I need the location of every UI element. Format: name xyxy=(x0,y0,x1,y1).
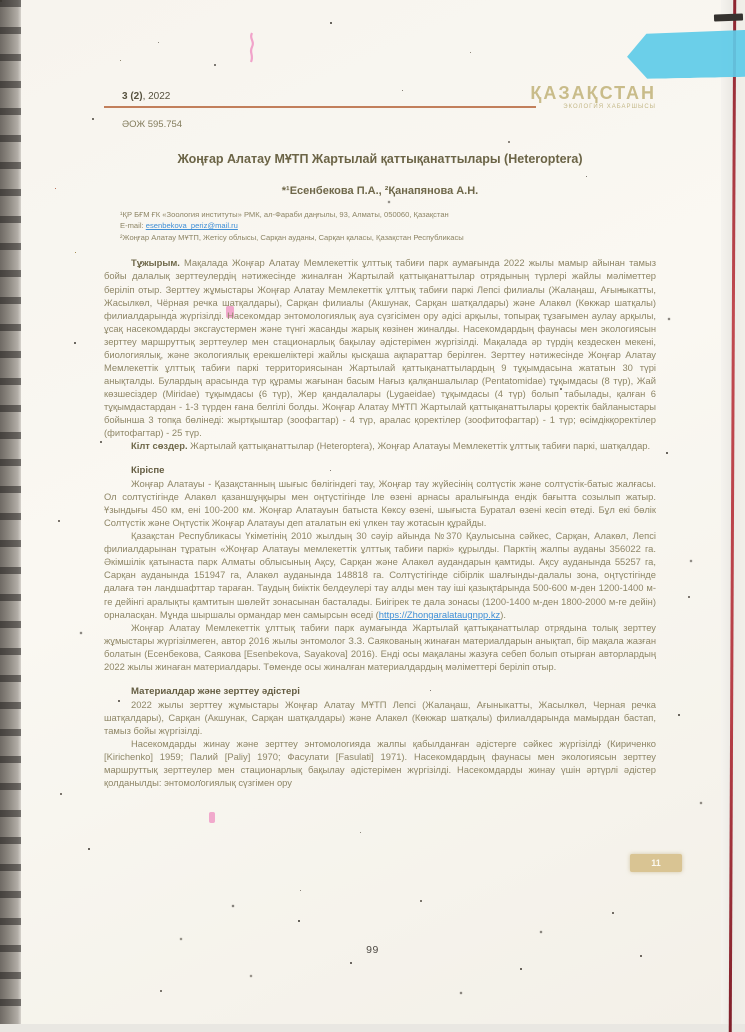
intro-paragraph-1: Жоңғар Алатауы - Қазақстанның шығыс бөлігіндегі тау, Жоңғар тау жүйесінің солтүстік және солтүстік-батыс жалғасы. Ол солтүстігінде Алакөл қазаншұңқыры мен оңтүстігінде Іле өзені арнасы аралығында ендік бағытта созылып жатыр. Ұзындығы 450 км, ені 100-200 км. Жоңғар Алатауын батыста Көксу өзені, шығыста Буратал өзені кесіп өтеді. Бұл екі бөлік Солтүстік және Оңтүстік Жоңғар Алатауы деп аталатын екі үлкен тау жотасын құрайды. xyxy=(104,478,656,529)
header-rule xyxy=(104,106,536,108)
journal-logo-subtitle: ЭКОЛОГИЯ ХАБАРШЫСЫ xyxy=(563,104,656,110)
intro-paragraph-3: Жоңғар Алатау Мемлекеттік ұлттық табиғи парк аумағында Жартылай қаттықанаттылар отрядына толық зерттеу жұмыстары жүргізілмеген, автор 2016 жылы энтомолог З.З. Саякованың жинаған материалдарын анықтап, бір мақала жазған болатын (Есенбекова, Саякова [Esenbekova, Sayakova] 2016). Енді осы мақаланы жазуға себеп болып отырған авторлардың 2022 жылы жинаған материалдары. Төменде осы жиналған материалдардың мәліметтері беріліп отыр. xyxy=(104,621,656,672)
intro-p2-tail: ). xyxy=(500,608,506,620)
section-heading-methods: Материалдар және зерттеу әдістері xyxy=(131,685,300,697)
article-title: Жоңғар Алатау МҰТП Жартылай қаттықанаттылары (Heteroptera) xyxy=(177,152,583,166)
journal-logo-title: ҚАЗАҚСТАН xyxy=(530,83,656,103)
email-link[interactable]: esenbekova_periz@mail.ru xyxy=(145,221,238,231)
journal-masthead xyxy=(104,83,656,110)
book-spine-binding xyxy=(0,0,21,1024)
intro-p2-text: Қазақстан Республикасы Үкіметінің 2010 жылдың 30 сәуір айында №370 Қаулысына сәйкес, Сарқан, Алакөл, Лепсі филиалдарынан тұратын «Жоңғар Алатауы мемлекеттік ұлттық табиғи паркі» құрылды. Парктің жалпы ауданы 356022 га. Әкімшілік қатынаста парк Алматы облысының Ақсу, Сарқан және Алакөл аудандарын қамтиды. Ақсу ауданында 55257 га, Сарқан ауданында 151947 га, Алакөл ауданында 148818 га. Солтүстігінде сібірлік шалғынды-далалы зона, оңтүстігінде далаға тән ландшафттар тараған. Таудың биіктік белдеулері тау алды мен тау іші қазықтарында 500-600 м-ден 1200-1400 м-ге дейінгі аралықты қамтитын шөлейт зонасынан басталады. Биігірек те дала зонасы (1200-1400 м-ден 1800-2000 м-ге дейін) орналасқан. Мұнда шыршалы ормандар мен самырсын өседі ( xyxy=(104,530,656,620)
abstract-label: Тұжырым. xyxy=(131,257,180,269)
email-label: E-mail: xyxy=(120,221,146,231)
issue-year: , 2022 xyxy=(142,91,171,102)
udc-code: ӘОЖ 595.754 xyxy=(122,119,183,130)
pink-pen-mark xyxy=(243,31,261,65)
keywords-paragraph xyxy=(104,439,656,452)
page-number: 99 xyxy=(366,944,379,956)
abstract-paragraph xyxy=(104,256,656,439)
highlight-badge: 11 xyxy=(630,854,682,872)
intro-paragraph-2 xyxy=(104,529,656,620)
article-content xyxy=(104,84,656,789)
keywords-text: Жартылай қаттықанаттылар (Heteroptera), Жоңғар Алатауы Мемлекеттік ұлттық табиғи паркі, шатқалдар. xyxy=(187,440,651,452)
methods-paragraph-2: Насекомдарды жинау және зерттеу энтомологияда жалпы қабылданған әдістерге сәйкес жүргізілді (Кириченко [Kirichenko] 1959; Палий [Paliy] 1970; Фасулати [Fasulati] 1971). Насекомдардың фаунасы мен экологиясын зерттеу маршруттық зерттеулер мен стационарлық бақылау әдістерімен жүргізілді. Насекомдарды жинау үшін әртүрлі әдістер қолданылды: энтомологиялық сүзгімен ору xyxy=(104,737,656,789)
keywords-label: Кілт сөздер. xyxy=(131,440,188,452)
affiliation-1: ¹ҚР БҒМ ҒК «Зоология институты» РМК, ал-Фараби даңғылы, 93, Алматы, 050060, Қазақстан xyxy=(120,209,449,219)
pink-highlight-mark xyxy=(209,812,215,823)
scan-corner-mark xyxy=(714,13,743,21)
issue-number: 3 (2) xyxy=(122,91,143,102)
abstract-text: Мақалада Жоңғар Алатау Мемлекеттік ұлттық табиғи парк аумағында 2022 жылы мамыр айынан тамыз бойы далалық зерттеулердің нәтижесінде жиналған Жартылай қаттықанаттылар отрядының түрлері жайлы мәліметтер беріліп отыр. Зерттеу жұмыстары Жоңғар Алатау Мемлекеттік ұлттық табиғи паркі Лепсі филиалы (Жалаңаш, Ағыныкатты, Жасылкөл, Чёрная речка шатқалдары), Сарқан филиалы (Акшунак, Сарқан шатқалдары) және Алакөл (Көкжар шатқалы) филиалдарында жүргізілді. Насекомдар энтомологиялық ауа сүзгісімен ору әдісі арқылы, топырақ тұзағымен аулау арқылы, ұсақ насекомдарды эксгаустермен және түнгі жасанды жарық көзінен жиналды. Насекомдардың фаунасы мен экологиясын зерттеу маршруттық зерттеулер мен стационарлық бақылау әдістерімен жүргізілді. Мақалада әр түрдің кездескен мекені, биологиялық, және экологиялық ерекшеліктері жайлы қысқаша ақпараттар берілген. Зерттеу нәтижесінде Жоңғар Алатау Мемлекеттік ұлттық табиғи паркі территориясынан Жартылай қаттықанаттылардың 9 тұқымдасына жататын 30 түрі анықталды. Булардың арасында түр құрамы жағынан басым Нағыз қалқаншалылар (Pentatomidae) тұқымдасы (8 түр), Жай көзшесіздер (Miridae) тұқымдасы (6 түр), Жер қандалалары (Lygaeidae) тұқымдасы (4 түр) болып табылады, қалған 6 тұқымдастардан - 1-3 түрден ғана белгілі болды. Жоңғар Алатау МҰТП Жартылай қаттықанаттылары қоректік байланыстары бойынша 3 топқа бөлінеді: жыртқыштар (зоофагтар) - 4 түр, аралас қоректілер (зоофитофагтар) - 1 түр; өсімдікқоректілер (фитофагтар) - 25 түр. xyxy=(104,257,656,439)
sticky-tab-icon xyxy=(627,30,745,80)
journal-issue xyxy=(104,91,170,102)
affiliation-2: ²Жоңғар Алатау МҰТП, Жетісу облысы, Сарқан ауданы, Сарқан қаласы, Қазақстан Республикасы xyxy=(120,232,464,242)
email-line xyxy=(120,220,656,232)
section-heading-introduction: Кіріспе xyxy=(131,465,165,477)
scan-noise xyxy=(0,0,1,1)
methods-paragraph-1: 2022 жылы зерттеу жұмыстары Жоңғар Алатау МҰТП Лепсі (Жалаңаш, Ағыныкатты, Жасылкөл, Черная речка шатқалдары), Сарқан (Акшунак, Сарқан шатқалдары) және Алакөл (Көкжар шатқалы) филиалдарында мамырдан бастап, тамыз бойы жүргізілді. xyxy=(104,698,656,736)
affiliations-block xyxy=(104,209,656,244)
journal-logo xyxy=(530,84,656,110)
park-website-link[interactable]: https://Zhongaralataugnpp.kz xyxy=(378,608,501,620)
article-authors: *¹Есенбекова П.А., ²Қанапянова А.Н. xyxy=(281,184,479,197)
